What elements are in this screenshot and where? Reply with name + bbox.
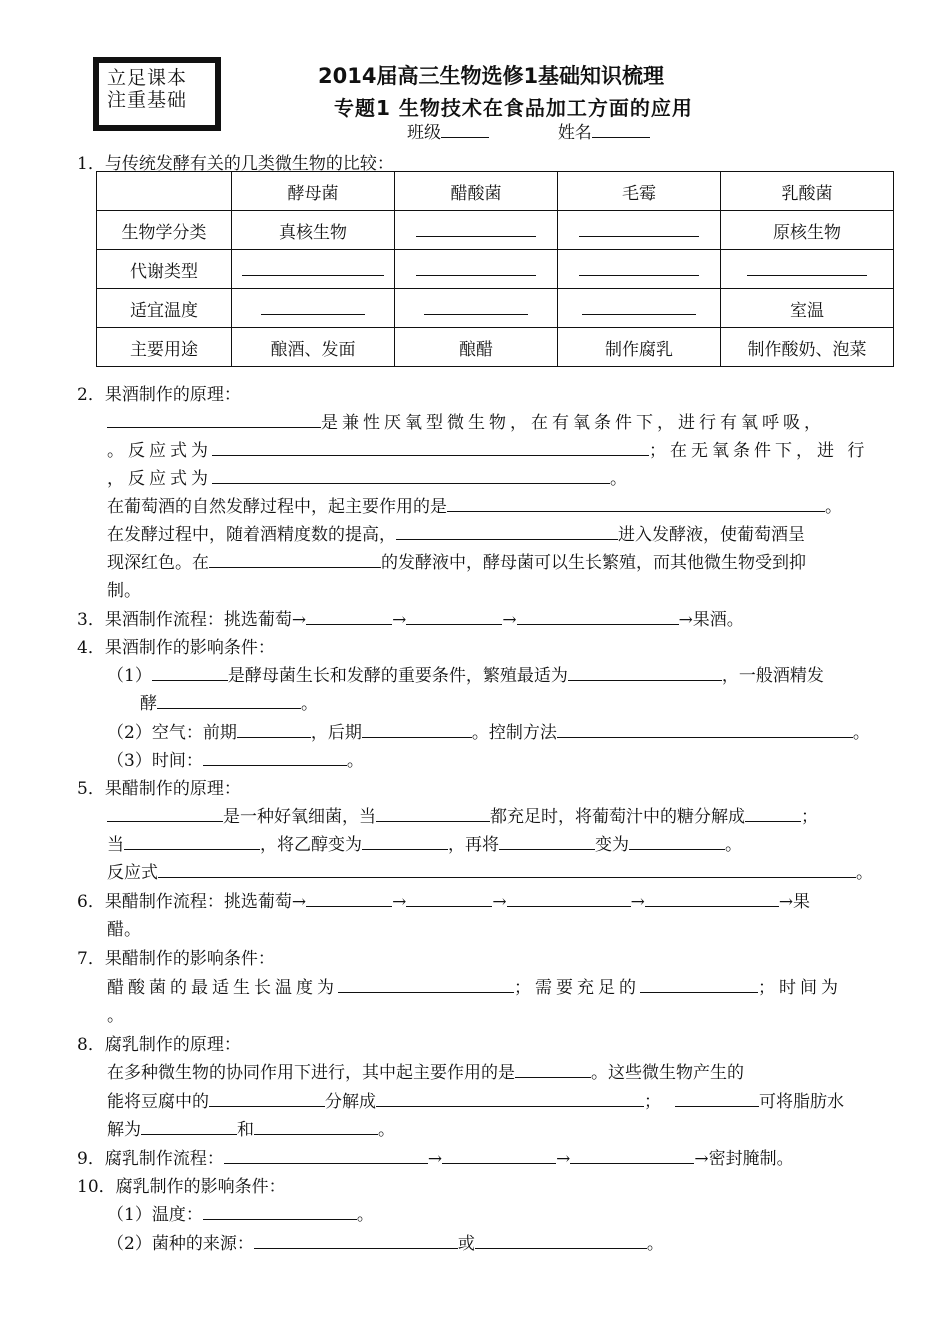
blank-field[interactable]	[640, 975, 758, 993]
blank-field[interactable]	[557, 720, 853, 738]
blank-field[interactable]	[203, 748, 347, 766]
blank-field[interactable]	[515, 1060, 591, 1078]
table-cell	[395, 211, 558, 250]
blank-field[interactable]	[306, 889, 392, 907]
table-cell: 酿醋	[395, 328, 558, 367]
q8-line-1: 在多种微生物的协同作用下进行，其中起主要作用的是 。这些微生物产生的	[107, 1058, 744, 1083]
blank-field[interactable]	[141, 1117, 237, 1135]
q4-item-2: （2）空气：前期 ，后期 。控制方法 。	[107, 718, 870, 743]
blank-field[interactable]	[242, 258, 384, 276]
table-cell	[558, 289, 721, 328]
table-cell	[721, 250, 894, 289]
blank-field[interactable]	[107, 804, 223, 822]
blank-field[interactable]	[582, 297, 696, 315]
blank-field[interactable]	[517, 607, 679, 625]
microbe-comparison-table	[96, 171, 894, 367]
q2-line-3: ，反应式为 。	[107, 464, 627, 489]
question-2-heading: 2．果酒制作的原理：	[77, 385, 241, 405]
q2-line-4: 在葡萄酒的自然发酵过程中，起主要作用的是 。	[107, 492, 842, 517]
table-row	[97, 211, 894, 250]
table-cell: 原核生物	[721, 211, 894, 250]
blank-field[interactable]	[212, 438, 649, 456]
blank-field[interactable]	[747, 258, 867, 276]
table-cell: 室温	[721, 289, 894, 328]
blank-field[interactable]	[362, 832, 448, 850]
blank-field[interactable]	[507, 889, 631, 907]
slogan-stamp	[93, 57, 221, 131]
blank-field[interactable]	[107, 410, 321, 428]
row-label: 适宜温度	[97, 289, 232, 328]
q2-line-7: 制。	[107, 581, 141, 601]
blank-field[interactable]	[579, 219, 699, 237]
table-cell	[232, 250, 395, 289]
blank-field[interactable]	[338, 975, 514, 993]
blank-field[interactable]	[579, 258, 699, 276]
question-4-heading: 4．果酒制作的影响条件：	[77, 638, 275, 658]
blank-field[interactable]	[745, 804, 801, 822]
blank-field[interactable]	[203, 1202, 357, 1220]
blank-field[interactable]	[376, 1089, 644, 1107]
q8-line-3: 解为 和 。	[107, 1115, 395, 1140]
blank-field[interactable]	[629, 832, 725, 850]
table-cell	[558, 211, 721, 250]
table-cell: 酿酒、发面	[232, 328, 395, 367]
name-label: 姓名	[557, 123, 592, 143]
blank-field[interactable]	[416, 219, 536, 237]
table-row	[97, 250, 894, 289]
blank-field[interactable]	[568, 663, 722, 681]
blank-field[interactable]	[254, 1231, 458, 1249]
row-label: 主要用途	[97, 328, 232, 367]
q2-line-5: 在发酵过程中，随着酒精度数的提高， 进入发酵液，使葡萄酒呈	[107, 520, 805, 545]
blank-field[interactable]	[499, 832, 595, 850]
q7-line-2: 。	[107, 1006, 124, 1026]
question-10-heading: 10．腐乳制作的影响条件：	[77, 1177, 286, 1197]
header-lactobacillus: 乳酸菌	[721, 172, 894, 211]
blank-field[interactable]	[424, 297, 528, 315]
blank-field[interactable]	[570, 1146, 694, 1164]
blank-field[interactable]	[224, 1146, 428, 1164]
question-5-heading: 5．果醋制作的原理：	[77, 779, 241, 799]
blank-field[interactable]	[209, 1089, 325, 1107]
blank-field[interactable]	[447, 494, 825, 512]
class-field[interactable]	[441, 120, 489, 138]
row-label: 代谢类型	[97, 250, 232, 289]
blank-field[interactable]	[406, 607, 502, 625]
table-cell	[232, 289, 395, 328]
blank-field[interactable]	[442, 1146, 556, 1164]
table-row	[97, 289, 894, 328]
table-corner	[97, 172, 232, 211]
question-8-heading: 8．腐乳制作的原理：	[77, 1035, 241, 1055]
blank-field[interactable]	[306, 607, 392, 625]
question-7-heading: 7．果醋制作的影响条件：	[77, 949, 275, 969]
q5-line-3: 反应式 。	[107, 858, 873, 883]
blank-field[interactable]	[157, 691, 301, 709]
q7-line-1: 醋酸菌的最适生长温度为 ；需要充足的 ；时间为	[107, 973, 842, 998]
q10-item-1: （1）温度： 。	[107, 1200, 374, 1225]
blank-field[interactable]	[675, 1089, 759, 1107]
header-yeast: 酵母菌	[232, 172, 395, 211]
blank-field[interactable]	[212, 466, 610, 484]
table-cell: 制作酸奶、泡菜	[721, 328, 894, 367]
q2-line-6: 现深红色。在 的发酵液中，酵母菌可以生长繁殖，而其他微生物受到抑	[107, 548, 806, 573]
blank-field[interactable]	[237, 720, 311, 738]
blank-field[interactable]	[416, 258, 536, 276]
table-cell: 真核生物	[232, 211, 395, 250]
row-label: 生物学分类	[97, 211, 232, 250]
table-cell: 制作腐乳	[558, 328, 721, 367]
name-field[interactable]	[592, 120, 650, 138]
question-3: 3．果酒制作流程：挑选葡萄→ → → →果酒。	[77, 605, 744, 630]
q2-line-1: 是兼性厌氧型微生物，在有氧条件下，进行有氧呼吸，	[107, 408, 825, 433]
q4-item-1: （1） 是酵母菌生长和发酵的重要条件，繁殖最适为 ，一般酒精发	[107, 661, 824, 686]
blank-field[interactable]	[376, 804, 490, 822]
blank-field[interactable]	[475, 1231, 647, 1249]
class-label: 班级	[407, 123, 441, 143]
question-6: 6．果醋制作流程：挑选葡萄→ → → → →果	[77, 887, 810, 912]
header-acetobacter: 醋酸菌	[395, 172, 558, 211]
blank-field[interactable]	[396, 522, 618, 540]
table-cell	[395, 289, 558, 328]
question-1: 1．与传统发酵有关的几类微生物的比较：	[77, 154, 394, 174]
blank-field[interactable]	[645, 889, 779, 907]
stamp-line-2: 注重基础	[107, 89, 188, 111]
q4-item-3: （3）时间： 。	[107, 746, 364, 771]
table-cell	[395, 250, 558, 289]
page-subtitle: 专题1 生物技术在食品加工方面的应用	[334, 96, 693, 120]
question-9: 9．腐乳制作流程： → → →密封腌制。	[77, 1144, 794, 1169]
q4-item-1-cont: 酵 。	[140, 689, 318, 714]
table-header-row	[97, 172, 894, 211]
blank-field[interactable]	[406, 889, 492, 907]
class-name-row	[407, 118, 650, 143]
blank-field[interactable]	[152, 663, 228, 681]
page-title: 2014届高三生物选修1基础知识梳理	[318, 64, 665, 88]
q6-cont: 醋。	[107, 920, 141, 940]
blank-field[interactable]	[124, 832, 260, 850]
table-cell	[558, 250, 721, 289]
q10-item-2: （2）菌种的来源： 或 。	[107, 1229, 664, 1254]
stamp-line-1: 立足课本	[107, 67, 188, 89]
q2-line-2: 。反应式为 ；在无氧条件下，进 行	[107, 436, 868, 461]
blank-field[interactable]	[362, 720, 472, 738]
q5-line-1: 是一种好氧细菌，当 都充足时，将葡萄汁中的糖分解成 ；	[107, 802, 818, 827]
table-row	[97, 328, 894, 367]
blank-field[interactable]	[261, 297, 365, 315]
header-mucor: 毛霉	[558, 172, 721, 211]
blank-field[interactable]	[209, 550, 381, 568]
q8-line-2: 能将豆腐中的 分解成 ； 可将脂肪水	[107, 1087, 844, 1112]
blank-field[interactable]	[158, 860, 856, 878]
q5-line-2: 当 ，将乙醇变为 ，再将 变为 。	[107, 830, 742, 855]
blank-field[interactable]	[254, 1117, 378, 1135]
